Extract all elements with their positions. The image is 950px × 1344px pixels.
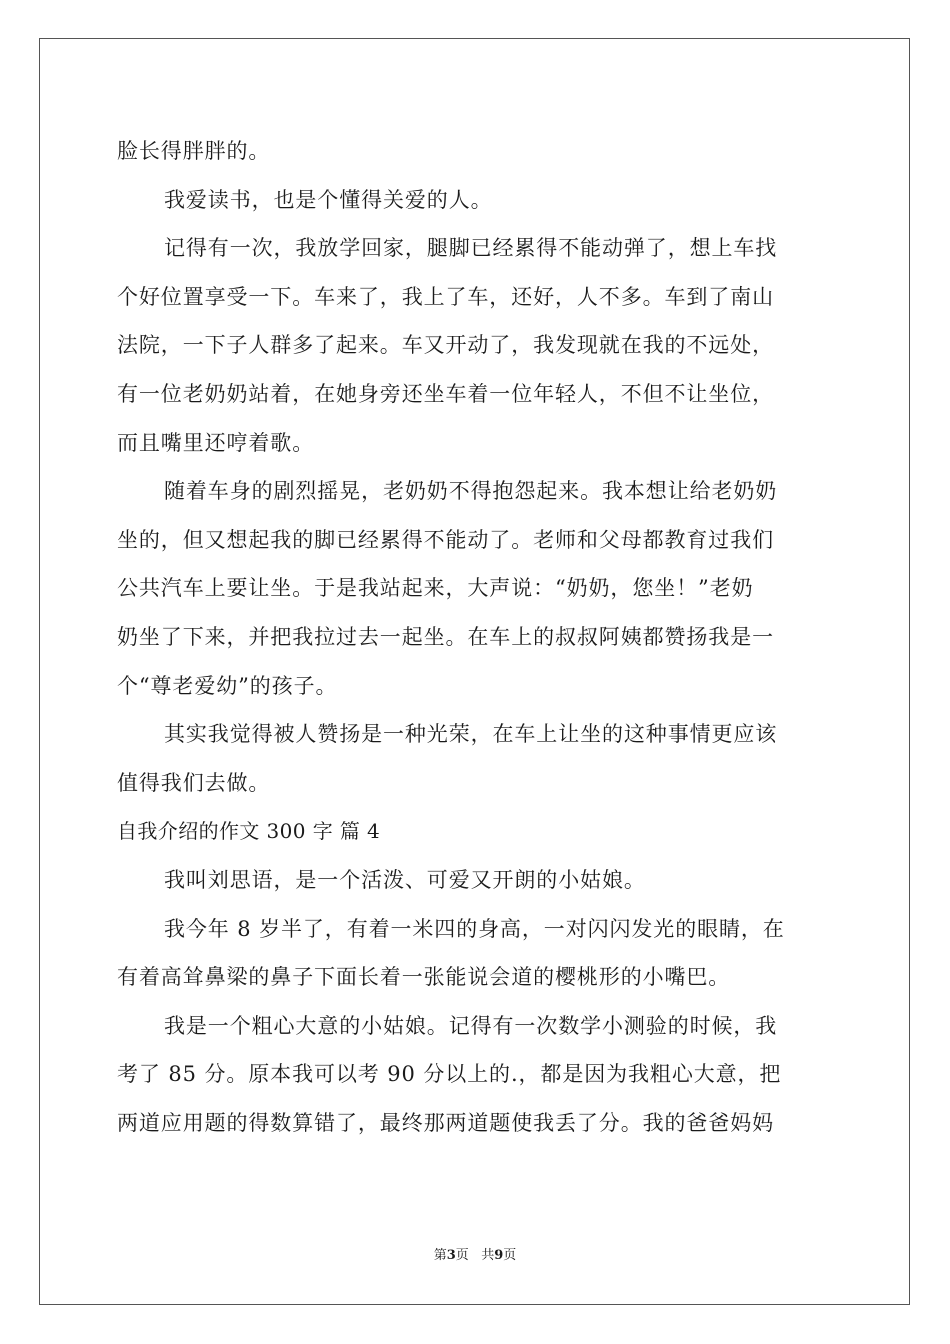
paragraph-line: 个“尊老爱幼”的孩子。 (117, 673, 338, 698)
paragraph-line: 我是一个粗心大意的小姑娘。记得有一次数学小测验的时候，我 (164, 1013, 778, 1038)
paragraph-line: 两道应用题的得数算错了，最终那两道题使我丢了分。我的爸爸妈妈 (117, 1110, 774, 1135)
paragraph-line: 考了 85 分。原本我可以考 90 分以上的.，都是因为我粗心大意，把 (117, 1062, 782, 1087)
page-current: 3 (446, 1248, 456, 1263)
page-suffix: 页 (455, 1248, 469, 1263)
paragraph-line: 我今年 8 岁半了，有着一米四的身高，一对闪闪发光的眼睛，在 (164, 916, 785, 941)
paragraph-line: 记得有一次，我放学回家，腿脚已经累得不能动弹了，想上车找 (164, 236, 778, 261)
paragraph-line: 有一位老奶奶站着，在她身旁还坐车着一位年轻人，不但不让坐位， (117, 381, 774, 406)
page-prefix: 第 (433, 1248, 447, 1263)
paragraph-line: 有着高耸鼻梁的鼻子下面长着一张能说会道的樱桃形的小嘴巴。 (117, 965, 731, 990)
paragraph-line: 坐的，但又想起我的脚已经累得不能动了。老师和父母都教育过我们 (117, 527, 774, 552)
paragraph-line: 奶坐了下来，并把我拉过去一起坐。在车上的叔叔阿姨都赞扬我是一 (117, 624, 774, 649)
total-prefix: 共 (481, 1248, 495, 1263)
paragraph-line: 我叫刘思语，是一个活泼、可爱又开朗的小姑娘。 (164, 867, 646, 892)
paragraph-line: 脸长得胖胖的。 (117, 139, 271, 163)
section-heading: 自我介绍的作文 300 字 篇 4 (117, 819, 381, 844)
total-suffix: 页 (503, 1248, 517, 1263)
paragraph-line: 个好位置享受一下。车来了，我上了车，还好，人不多。车到了南山 (117, 284, 774, 309)
paragraph-line: 随着车身的剧烈摇晃，老奶奶不得抱怨起来。我本想让给老奶奶 (164, 479, 778, 504)
paragraph-line: 公共汽车上要让坐。于是我站起来，大声说：“奶奶，您坐！”老奶 (117, 576, 754, 601)
document-body (117, 127, 837, 1147)
paragraph-line: 而且嘴里还哼着歌。 (117, 430, 315, 455)
paragraph-line: 法院，一下子人群多了起来。车又开动了，我发现就在我的不远处， (117, 333, 774, 358)
paragraph-line: 其实我觉得被人赞扬是一种光荣，在车上让坐的这种事情更应该 (164, 722, 778, 747)
page-total: 9 (494, 1248, 504, 1263)
page-footer (0, 1244, 950, 1263)
paragraph-line: 值得我们去做。 (117, 770, 271, 795)
paragraph-line: 我爱读书，也是个懂得关爱的人。 (164, 187, 493, 212)
